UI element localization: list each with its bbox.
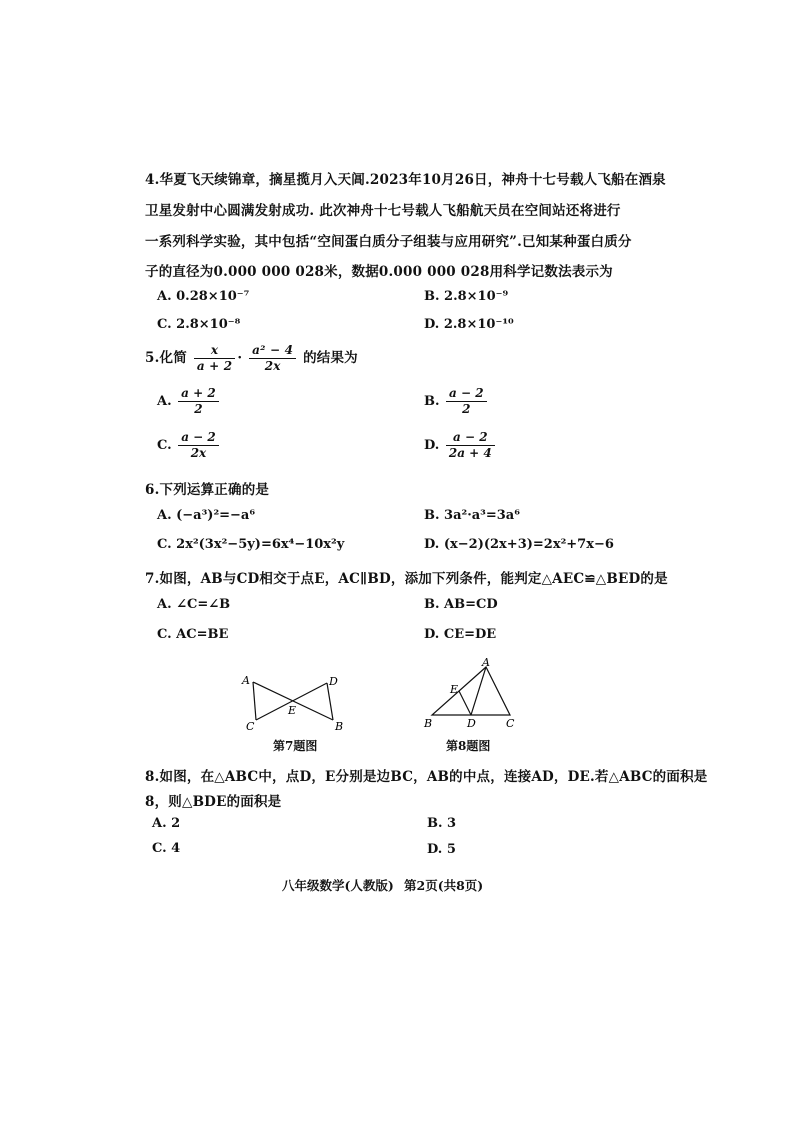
- q5-separator: ·: [237, 350, 243, 366]
- q6-stem: 6.下列运算正确的是: [145, 482, 270, 498]
- q6-option-c: C. 2x²(3x²−5y)=6x⁴−10x²y: [157, 537, 345, 552]
- footer-page-number: 第2页(共8页): [404, 878, 484, 893]
- q5-option-b-fraction: [446, 386, 487, 417]
- q5-option-c-fraction: [178, 430, 219, 461]
- q5-option-a-num: a + 2: [178, 386, 219, 402]
- fig7-label-d: D: [329, 675, 338, 688]
- q5-fraction-2-num: a² − 4: [249, 343, 296, 359]
- q4-stem-line4: 子的直径为0.000 000 028米，数据0.000 000 028用科学记数法表示为: [145, 264, 613, 280]
- q7-option-a: A. ∠C=∠B: [157, 597, 231, 612]
- q5-prefix: 5.化简: [145, 350, 187, 366]
- footer-subject: 八年级数学(人教版): [282, 878, 394, 893]
- fig8-label-c: C: [506, 717, 515, 730]
- q5-option-d-den: 2a + 4: [448, 446, 492, 460]
- q4-option-d: D. 2.8×10⁻¹⁰: [424, 317, 514, 332]
- q8-option-b: B. 3: [427, 816, 457, 831]
- segment-bd: [327, 683, 333, 720]
- fig8-label-d: D: [467, 717, 476, 730]
- q7-option-c: C. AC=BE: [157, 627, 229, 642]
- q5-fraction-1: [194, 343, 236, 374]
- q5-fraction-1-den: a + 2: [196, 359, 233, 373]
- q5-option-d-num: a − 2: [446, 430, 495, 446]
- q5-option-c: [157, 430, 221, 461]
- q5-option-b: [424, 386, 489, 417]
- q4-stem-line2: 卫星发射中心圆满发射成功. 此次神舟十七号载人飞船航天员在空间站还将进行: [145, 203, 621, 219]
- q5-fraction-1-num: x: [194, 343, 236, 359]
- q5-stem: [145, 343, 358, 374]
- q7-option-d: D. CE=DE: [424, 627, 497, 642]
- q8-stem-line1: 8.如图，在△ABC中，点D，E分别是边BC，AB的中点，连接AD，DE.若△ABC的面积是: [145, 769, 708, 785]
- fig8-label-b: B: [424, 717, 433, 730]
- fig7-label-b: B: [335, 720, 344, 733]
- q5-option-c-label: C.: [157, 438, 172, 453]
- q8-stem-line2: 8，则△BDE的面积是: [145, 794, 282, 810]
- fig7-label-e: E: [288, 704, 297, 717]
- q4-stem-line3: 一系列科学实验，其中包括“空间蛋白质分子组装与应用研究”.已知某种蛋白质分: [145, 234, 632, 250]
- q5-option-a-label: A.: [157, 394, 172, 409]
- q5-suffix: 的结果为: [303, 350, 358, 366]
- q8-option-c: C. 4: [152, 841, 181, 856]
- q5-option-a-fraction: [178, 386, 219, 417]
- figure-8-caption: 第8题图: [446, 739, 491, 753]
- segment-ac: [253, 682, 256, 720]
- q7-option-b: B. AB=CD: [424, 597, 498, 612]
- q8-option-a: A. 2: [152, 816, 181, 831]
- q5-option-b-label: B.: [424, 394, 440, 409]
- q5-option-d-fraction: [446, 430, 495, 461]
- fig8-label-e: E: [450, 683, 459, 696]
- q5-option-a: [157, 386, 221, 417]
- q5-fraction-2-den: 2x: [264, 359, 281, 373]
- q5-option-c-den: 2x: [190, 446, 207, 460]
- q7-stem: 7.如图，AB与CD相交于点E，AC∥BD，添加下列条件，能判定△AEC≌△BED的是: [145, 571, 668, 587]
- figure-7-caption: 第7题图: [273, 739, 318, 753]
- q5-option-b-den: 2: [462, 402, 471, 416]
- figure-8: [418, 655, 522, 735]
- fig7-label-c: C: [246, 720, 255, 733]
- q4-option-c: C. 2.8×10⁻⁸: [157, 317, 241, 332]
- figure-7: [236, 668, 356, 736]
- fig7-label-a: A: [242, 674, 250, 687]
- q4-option-a: A. 0.28×10⁻⁷: [157, 289, 250, 304]
- q4-stem-line1: 4.华夏飞天续锦章，摘星揽月入天阊.2023年10月26日，神舟十七号载人飞船在酒泉: [145, 172, 666, 188]
- segment-de: [459, 691, 471, 715]
- q5-option-d: [424, 430, 497, 461]
- fig8-label-a: A: [482, 656, 490, 669]
- q5-option-d-label: D.: [424, 438, 440, 453]
- q5-fraction-2: [249, 343, 296, 374]
- q6-option-a: A. (−a³)²=−a⁶: [157, 508, 256, 523]
- q5-option-c-num: a − 2: [178, 430, 219, 446]
- q8-option-d: D. 5: [427, 842, 456, 857]
- q6-option-d: D. (x−2)(2x+3)=2x²+7x−6: [424, 537, 614, 552]
- triangle-abc: [432, 667, 510, 715]
- q6-option-b: B. 3a²·a³=3a⁶: [424, 508, 520, 523]
- q5-option-b-num: a − 2: [446, 386, 487, 402]
- q4-option-b: B. 2.8×10⁻⁹: [424, 289, 509, 304]
- q5-option-a-den: 2: [194, 402, 203, 416]
